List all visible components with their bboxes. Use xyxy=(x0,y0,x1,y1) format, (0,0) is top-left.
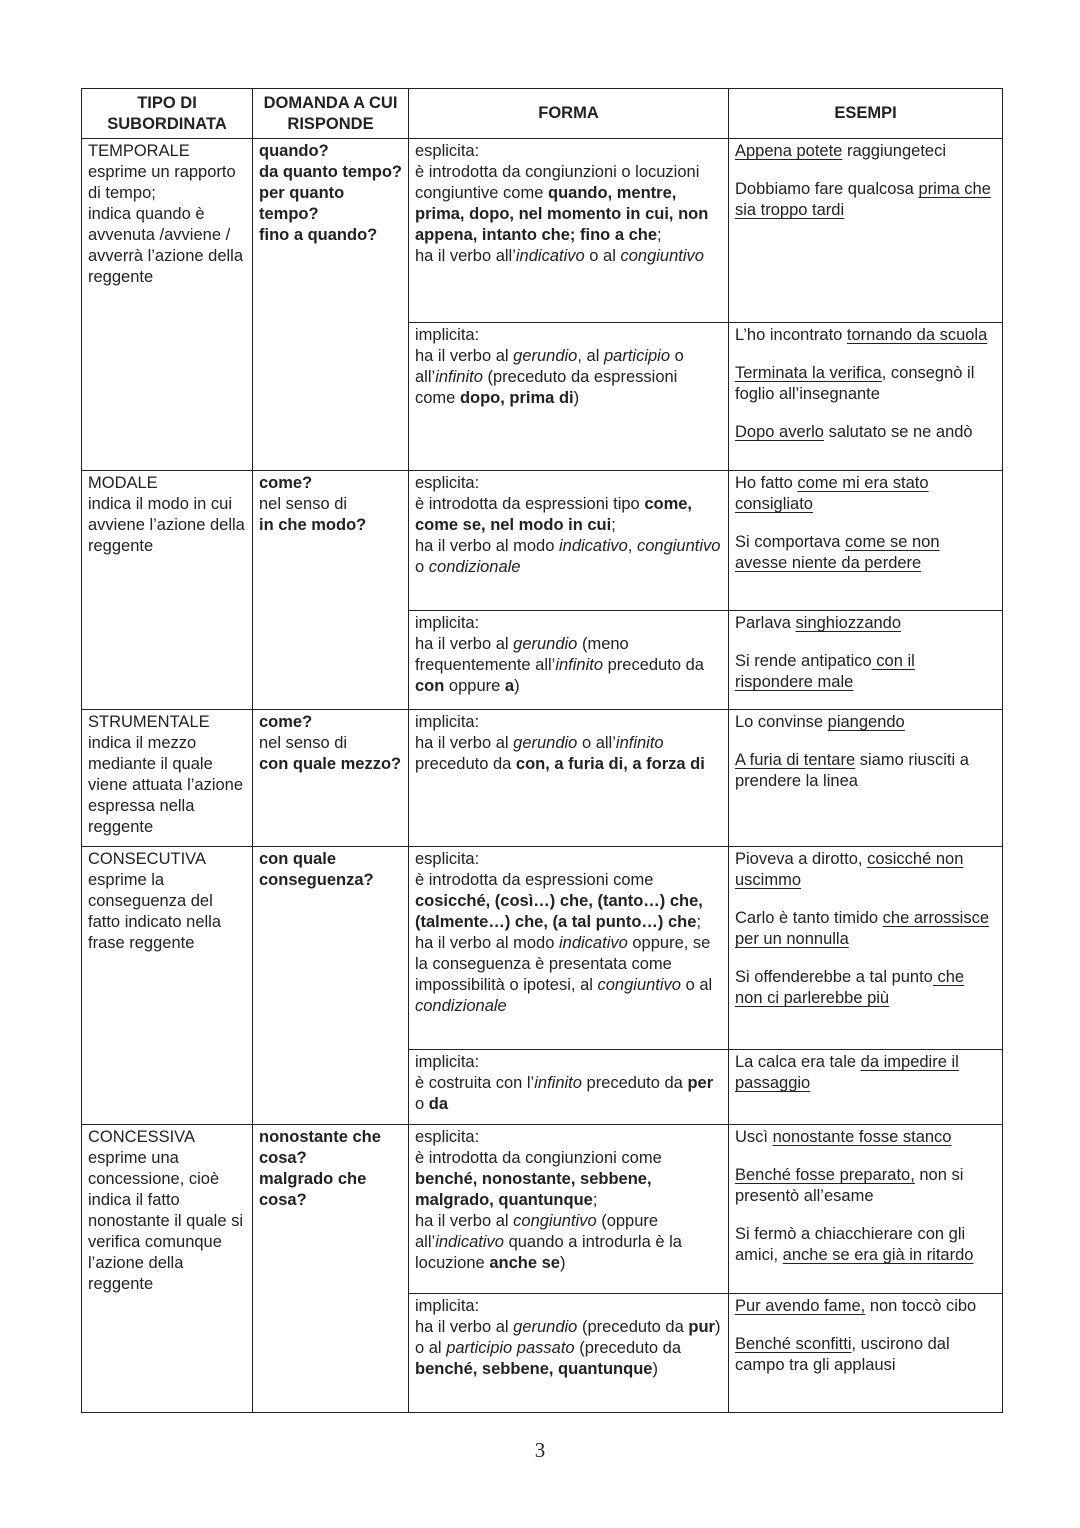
text-segment: L’ho incontrato xyxy=(735,326,847,344)
underlined-clause: anche se era già in ritardo xyxy=(782,1246,974,1264)
table-row xyxy=(82,710,1003,847)
forma-cell-paragraph xyxy=(415,494,722,536)
text-segment: o xyxy=(415,1095,429,1113)
text-segment: infinito xyxy=(615,734,664,752)
esempi-cell xyxy=(729,1125,1003,1294)
text-segment: , xyxy=(627,537,637,555)
esempi-cell-paragraph xyxy=(735,651,996,693)
text-segment: Dobbiamo fare qualcosa xyxy=(735,180,919,198)
tipo-cell-paragraph xyxy=(88,733,246,838)
text-segment: quando? xyxy=(259,142,329,160)
esempi-cell-paragraph xyxy=(735,849,996,891)
text-segment: nel senso di xyxy=(259,495,348,513)
domanda-cell xyxy=(253,471,409,710)
text-segment: non toccò cibo xyxy=(865,1297,977,1315)
esempi-cell xyxy=(729,710,1003,847)
text-segment: infinito xyxy=(435,368,483,386)
underlined-clause: singhiozzando xyxy=(795,614,902,632)
forma-cell xyxy=(409,471,729,611)
text-segment: gerundio xyxy=(513,635,578,653)
esempi-cell xyxy=(729,139,1003,323)
esempi-cell-paragraph xyxy=(735,422,996,443)
tipo-cell xyxy=(82,710,253,847)
forma-cell xyxy=(409,1294,729,1413)
esempi-cell-paragraph xyxy=(735,532,996,574)
tipo-cell xyxy=(82,847,253,1125)
forma-cell-paragraph xyxy=(415,933,722,1017)
esempi-cell xyxy=(729,1050,1003,1125)
domanda-cell-paragraph xyxy=(259,141,402,162)
forma-cell-paragraph xyxy=(415,1211,722,1274)
text-segment: implicita: xyxy=(415,614,480,632)
text-segment: ) xyxy=(573,389,580,407)
text-segment: esplicita: xyxy=(415,1128,480,1146)
text-segment: (oppure all’ xyxy=(415,1212,659,1251)
header-tipo: TIPO DI SUBORDINATA xyxy=(82,89,253,139)
text-segment: implicita: xyxy=(415,1297,480,1315)
text-segment: condizionale xyxy=(415,997,507,1015)
text-segment: ha il verbo al xyxy=(415,635,514,653)
text-segment: o al xyxy=(584,247,621,265)
underlined-clause: prima che sia troppo tardi xyxy=(735,180,991,219)
text-segment: (preceduto da espressioni come xyxy=(415,368,678,407)
forma-cell-paragraph xyxy=(415,634,722,697)
text-segment: preceduto da xyxy=(603,656,704,674)
domanda-cell xyxy=(253,847,409,1125)
underlined-clause: Dopo averlo xyxy=(735,423,824,441)
forma-cell-paragraph xyxy=(415,162,722,246)
text-segment: per xyxy=(687,1074,714,1092)
tipo-cell xyxy=(82,471,253,710)
text-segment: ) xyxy=(559,1254,566,1272)
text-segment: ; xyxy=(696,913,702,931)
domanda-cell-paragraph xyxy=(259,225,402,246)
domanda-cell xyxy=(253,710,409,847)
text-segment: preceduto da xyxy=(581,1074,688,1092)
esempi-cell-paragraph xyxy=(735,908,996,950)
text-segment: implicita: xyxy=(415,326,480,344)
text-segment: o all’ xyxy=(577,734,616,752)
text-segment: quando a introdurla è la locuzione xyxy=(415,1233,682,1272)
text-segment: con xyxy=(415,677,445,695)
text-segment: è introdotta da espressioni come xyxy=(415,871,654,889)
esempi-cell-paragraph xyxy=(735,1052,996,1094)
text-segment: indicativo xyxy=(559,537,628,555)
esempi-cell-paragraph xyxy=(735,179,996,221)
underlined-clause: da impedire il passaggio xyxy=(735,1053,959,1092)
text-segment: La calca era tale xyxy=(735,1053,861,1071)
underlined-clause: tornando da scuola xyxy=(846,326,988,344)
text-segment: indicativo xyxy=(435,1233,504,1251)
forma-cell-paragraph xyxy=(415,1148,722,1211)
text-segment: esplicita: xyxy=(415,474,480,492)
text-segment: congiuntivo xyxy=(636,537,721,555)
domanda-cell-paragraph xyxy=(259,473,402,494)
underlined-clause: A furia di tentare xyxy=(735,751,856,769)
text-segment: (meno frequentemente all’ xyxy=(415,635,629,674)
text-segment: participio xyxy=(603,347,671,365)
text-segment: Si fermò a chiacchierare con gli amici, xyxy=(735,1225,966,1264)
text-segment: implicita: xyxy=(415,713,480,731)
domanda-cell-paragraph xyxy=(259,515,402,536)
text-segment: o all’ xyxy=(415,347,684,386)
text-segment: come? xyxy=(259,713,313,731)
text-segment: con quale conseguenza? xyxy=(259,850,374,889)
underlined-clause: con il rispondere male xyxy=(735,652,915,691)
esempi-cell-paragraph xyxy=(735,473,996,515)
forma-cell-paragraph xyxy=(415,1317,722,1380)
text-segment: ha il verbo al modo xyxy=(415,934,559,952)
underlined-clause: Benché sconfitti xyxy=(735,1335,852,1353)
forma-cell-paragraph xyxy=(415,1073,722,1115)
table-row xyxy=(82,139,1003,323)
text-segment: Carlo è tanto timido xyxy=(735,909,883,927)
forma-cell xyxy=(409,1125,729,1294)
text-segment: gerundio xyxy=(513,1318,578,1336)
text-segment: come? xyxy=(259,474,313,492)
text-segment: è costruita con l’ xyxy=(415,1074,535,1092)
text-segment: ) xyxy=(514,677,520,695)
text-segment: da quanto tempo? xyxy=(259,163,402,181)
text-segment: indica quando è avvenuta /avviene / avverrà l’azione della reggente xyxy=(88,205,244,286)
text-segment: è introdotta da congiunzioni o locuzioni congiuntive come xyxy=(415,163,700,202)
tipo-cell-paragraph xyxy=(88,712,246,733)
text-segment: (preceduto da xyxy=(577,1318,689,1336)
text-segment: indica il modo in cui avviene l’azione della reggente xyxy=(88,495,245,555)
header-domanda: DOMANDA A CUI RISPONDE xyxy=(253,89,409,139)
text-segment: congiuntivo xyxy=(597,976,681,994)
forma-cell xyxy=(409,1050,729,1125)
esempi-cell-paragraph xyxy=(735,1224,996,1266)
text-segment: participio passato xyxy=(446,1339,575,1357)
underlined-clause: Pur avendo fame, xyxy=(735,1297,866,1315)
tipo-cell-paragraph xyxy=(88,870,246,954)
text-segment: congiuntivo xyxy=(620,247,704,265)
text-segment: Lo convinse xyxy=(735,713,828,731)
text-segment: ha il verbo al xyxy=(415,1318,514,1336)
text-segment: oppure xyxy=(444,677,505,695)
text-segment: ha il verbo al modo xyxy=(415,537,559,555)
text-segment: ; xyxy=(611,516,616,534)
text-segment: quando, mentre, prima, dopo, nel momento in cui, non appena, intanto che; fino a che xyxy=(415,184,709,244)
tipo-cell-paragraph xyxy=(88,849,246,870)
text-segment: Si comportava xyxy=(735,533,846,551)
header-esempi: ESEMPI xyxy=(729,89,1003,139)
text-segment: con, a furia di, a forza di xyxy=(515,755,705,773)
tipo-cell-paragraph xyxy=(88,1148,246,1295)
forma-cell xyxy=(409,710,729,847)
tipo-cell-paragraph xyxy=(88,494,246,557)
domanda-cell-paragraph xyxy=(259,849,402,891)
esempi-cell-paragraph xyxy=(735,712,996,733)
tipo-cell-paragraph xyxy=(88,473,246,494)
underlined-clause: Appena potete xyxy=(735,142,843,160)
underlined-clause: piangendo xyxy=(827,713,905,731)
underlined-clause: come mi era stato consigliato xyxy=(735,474,929,513)
table-row xyxy=(82,1125,1003,1294)
text-segment: preceduto da xyxy=(415,755,516,773)
tipo-cell-paragraph xyxy=(88,1127,246,1148)
text-segment: oppure, se la conseguenza è presentata come impossibilità o ipotesi, al xyxy=(415,934,711,994)
esempi-cell-paragraph xyxy=(735,1334,996,1376)
text-segment: , uscirono dal campo tra gli applausi xyxy=(735,1335,950,1374)
domanda-cell-paragraph xyxy=(259,733,402,754)
underlined-clause: nonostante fosse stanco xyxy=(772,1128,952,1146)
tipo-cell-paragraph xyxy=(88,162,246,204)
domanda-cell-paragraph xyxy=(259,1127,402,1169)
text-segment: (preceduto da xyxy=(574,1339,682,1357)
table-row xyxy=(82,471,1003,611)
text-segment: pur xyxy=(688,1318,715,1336)
text-segment: fino a quando? xyxy=(259,226,378,244)
underlined-clause: Benché fosse preparato, xyxy=(735,1166,915,1184)
text-segment: malgrado che cosa? xyxy=(259,1170,367,1209)
domanda-cell-paragraph xyxy=(259,183,402,225)
page-number: 3 xyxy=(534,1438,546,1462)
text-segment: ha il verbo all’ xyxy=(415,247,516,265)
text-segment: congiuntivo xyxy=(513,1212,597,1230)
text-segment: Si offenderebbe a tal punto xyxy=(735,968,933,986)
text-segment: CONSECUTIVA xyxy=(88,850,206,868)
text-segment: raggiungeteci xyxy=(842,142,947,160)
text-segment: ) xyxy=(652,1360,658,1378)
domanda-cell xyxy=(253,1125,409,1413)
forma-cell xyxy=(409,611,729,710)
text-segment: nel senso di xyxy=(259,734,348,752)
text-segment: o xyxy=(415,558,429,576)
domanda-cell-paragraph xyxy=(259,162,402,183)
esempi-cell xyxy=(729,1294,1003,1413)
text-segment: ) o al xyxy=(415,1318,721,1357)
text-segment: ; xyxy=(657,226,662,244)
header-forma: FORMA xyxy=(409,89,729,139)
text-segment: ; xyxy=(592,1191,598,1209)
domanda-cell-paragraph xyxy=(259,712,402,733)
esempi-cell-paragraph xyxy=(735,1127,996,1148)
esempi-cell-paragraph xyxy=(735,750,996,792)
forma-cell xyxy=(409,139,729,323)
esempi-cell-paragraph xyxy=(735,141,996,162)
forma-cell-paragraph xyxy=(415,246,722,267)
underlined-clause: Terminata la verifica xyxy=(735,364,882,382)
esempi-cell-paragraph xyxy=(735,967,996,1009)
text-segment: CONCESSIVA xyxy=(88,1128,195,1146)
text-segment: salutato se ne andò xyxy=(823,423,973,441)
text-segment: condizionale xyxy=(428,558,521,576)
text-segment: anche se xyxy=(489,1254,560,1272)
text-segment: è introdotta da espressioni tipo xyxy=(415,495,645,513)
text-segment: ha il verbo al xyxy=(415,1212,514,1230)
text-segment: esprime la conseguenza del fatto indicato nella frase reggente xyxy=(88,871,222,952)
esempi-cell xyxy=(729,611,1003,710)
text-segment: Pioveva a dirotto, xyxy=(735,850,868,868)
text-segment: non si presentò all’esame xyxy=(735,1166,964,1205)
text-segment: gerundio xyxy=(513,734,578,752)
text-segment: benché, nonostante, sebbene, malgrado, quantunque xyxy=(415,1170,652,1209)
forma-cell xyxy=(409,323,729,471)
text-segment: indicativo xyxy=(515,247,585,265)
text-segment: implicita: xyxy=(415,1053,480,1071)
domanda-cell-paragraph xyxy=(259,754,402,775)
esempi-cell-paragraph xyxy=(735,613,996,634)
text-segment: Parlava xyxy=(735,614,796,632)
text-segment: Si rende antipatico xyxy=(735,652,872,670)
underlined-clause: cosicché non uscimmo xyxy=(735,850,964,889)
text-segment: TEMPORALE xyxy=(88,142,190,160)
text-segment: ha il verbo al xyxy=(415,734,514,752)
text-segment: con quale mezzo? xyxy=(259,755,402,773)
forma-cell-paragraph xyxy=(415,346,722,409)
forma-cell-paragraph xyxy=(415,141,722,162)
forma-cell-paragraph xyxy=(415,849,722,870)
text-segment: esplicita: xyxy=(415,850,480,868)
esempi-cell xyxy=(729,471,1003,611)
tipo-cell xyxy=(82,139,253,471)
text-segment: da xyxy=(428,1095,449,1113)
forma-cell-paragraph xyxy=(415,712,722,733)
text-segment: indicativo xyxy=(559,934,628,952)
forma-cell-paragraph xyxy=(415,1052,722,1073)
forma-cell-paragraph xyxy=(415,325,722,346)
text-segment: in che modo? xyxy=(259,516,367,534)
text-segment: a xyxy=(504,677,515,695)
forma-cell-paragraph xyxy=(415,870,722,933)
forma-cell-paragraph xyxy=(415,536,722,578)
text-segment: STRUMENTALE xyxy=(88,713,210,731)
subordinate-clauses-table xyxy=(81,88,1003,1413)
text-segment: siamo riusciti a prendere la linea xyxy=(735,751,969,790)
text-segment: , consegnò il foglio all’insegnante xyxy=(735,364,975,403)
forma-cell-paragraph xyxy=(415,473,722,494)
esempi-cell xyxy=(729,847,1003,1050)
forma-cell xyxy=(409,847,729,1050)
underlined-clause: che arrossisce per un nonnulla xyxy=(735,909,990,948)
text-segment: esprime una concessione, cioè indica il fatto nonostante il quale si verifica comunque l’azione della reggente xyxy=(88,1149,244,1293)
forma-cell-paragraph xyxy=(415,733,722,775)
domanda-cell-paragraph xyxy=(259,1169,402,1211)
underlined-clause: come se non avesse niente da perdere xyxy=(735,533,940,572)
text-segment: nonostante che cosa? xyxy=(259,1128,381,1167)
domanda-cell-paragraph xyxy=(259,494,402,515)
text-segment: cosicché, (così…) che, (tanto…) che, (talmente…) che, (a tal punto…) che xyxy=(415,892,703,931)
esempi-cell-paragraph xyxy=(735,325,996,346)
text-segment: infinito xyxy=(555,656,604,674)
domanda-cell xyxy=(253,139,409,471)
esempi-cell xyxy=(729,323,1003,471)
tipo-cell-paragraph xyxy=(88,204,246,288)
text-segment: benché, sebbene, quantunque xyxy=(415,1360,653,1378)
text-segment: MODALE xyxy=(88,474,158,492)
text-segment: esprime un rapporto di tempo; xyxy=(88,163,236,202)
text-segment: dopo, prima di xyxy=(459,389,574,407)
text-segment: o al xyxy=(680,976,713,994)
esempi-cell-paragraph xyxy=(735,1296,996,1317)
header-row xyxy=(82,89,1003,139)
forma-cell-paragraph xyxy=(415,1296,722,1317)
esempi-cell-paragraph xyxy=(735,363,996,405)
esempi-cell-paragraph xyxy=(735,1165,996,1207)
text-segment: come, come se, nel modo in cui xyxy=(415,495,692,534)
text-segment: è introdotta da congiunzioni come xyxy=(415,1149,662,1167)
underlined-clause: che non ci parlerebbe più xyxy=(735,968,965,1007)
table-row xyxy=(82,847,1003,1050)
tipo-cell xyxy=(82,1125,253,1413)
tipo-cell-paragraph xyxy=(88,141,246,162)
text-segment: ha il verbo al xyxy=(415,347,514,365)
text-segment: , al xyxy=(577,347,604,365)
text-segment: infinito xyxy=(534,1074,582,1092)
text-segment: gerundio xyxy=(513,347,578,365)
text-segment: Ho fatto xyxy=(735,474,798,492)
forma-cell-paragraph xyxy=(415,613,722,634)
forma-cell-paragraph xyxy=(415,1127,722,1148)
text-segment: Uscì xyxy=(735,1128,773,1146)
text-segment: indica il mezzo mediante il quale viene attuata l’azione espressa nella reggente xyxy=(88,734,244,836)
text-segment: esplicita: xyxy=(415,142,480,160)
text-segment: per quanto tempo? xyxy=(259,184,345,223)
